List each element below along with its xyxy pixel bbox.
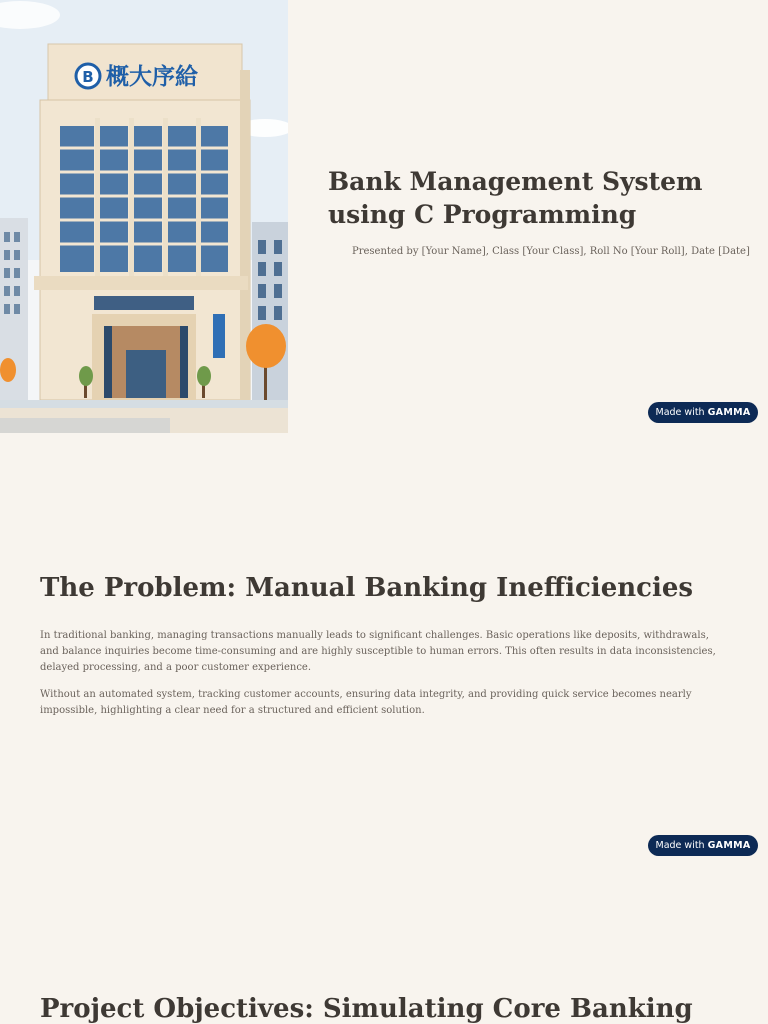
slide-title-line1: Bank Management System — [328, 167, 703, 196]
made-with-gamma-badge[interactable] — [648, 402, 758, 423]
title-slide — [0, 0, 768, 433]
building-sign-letter: B — [82, 68, 94, 86]
problem-heading: The Problem: Manual Banking Inefficiencies — [40, 573, 694, 603]
slide-title — [328, 165, 728, 231]
gamma-logo: GAMMA — [707, 407, 751, 418]
badge-prefix: Made with — [655, 407, 705, 418]
building-sign-text: 概大序給 — [106, 64, 198, 90]
gamma-logo: GAMMA — [707, 840, 751, 851]
objectives-slide — [0, 866, 768, 1024]
presenter-info: Presented by [Your Name], Class [Your Class], Roll No [Your Roll], Date [Date] — [352, 246, 750, 257]
objectives-heading: Project Objectives: Simulating Core Banking — [40, 994, 693, 1024]
problem-paragraph-1: In traditional banking, managing transactions manually leads to significant challenges. Basic operations like deposits, withdrawals, and balance inquiries become time-consuming and are highly susceptible to human errors. This often results in data inconsistencies, delayed processing, and a poor customer experience. — [40, 630, 716, 673]
slide-title-line2: using C Programming — [328, 200, 637, 229]
problem-slide — [0, 433, 768, 866]
made-with-gamma-badge[interactable] — [648, 835, 758, 856]
problem-paragraph-2: Without an automated system, tracking customer accounts, ensuring data integrity, and providing quick service becomes nearly impossible, highlighting a clear need for a structured and efficient solution. — [40, 689, 692, 716]
badge-prefix: Made with — [655, 840, 705, 851]
bank-building-illustration — [0, 0, 288, 433]
